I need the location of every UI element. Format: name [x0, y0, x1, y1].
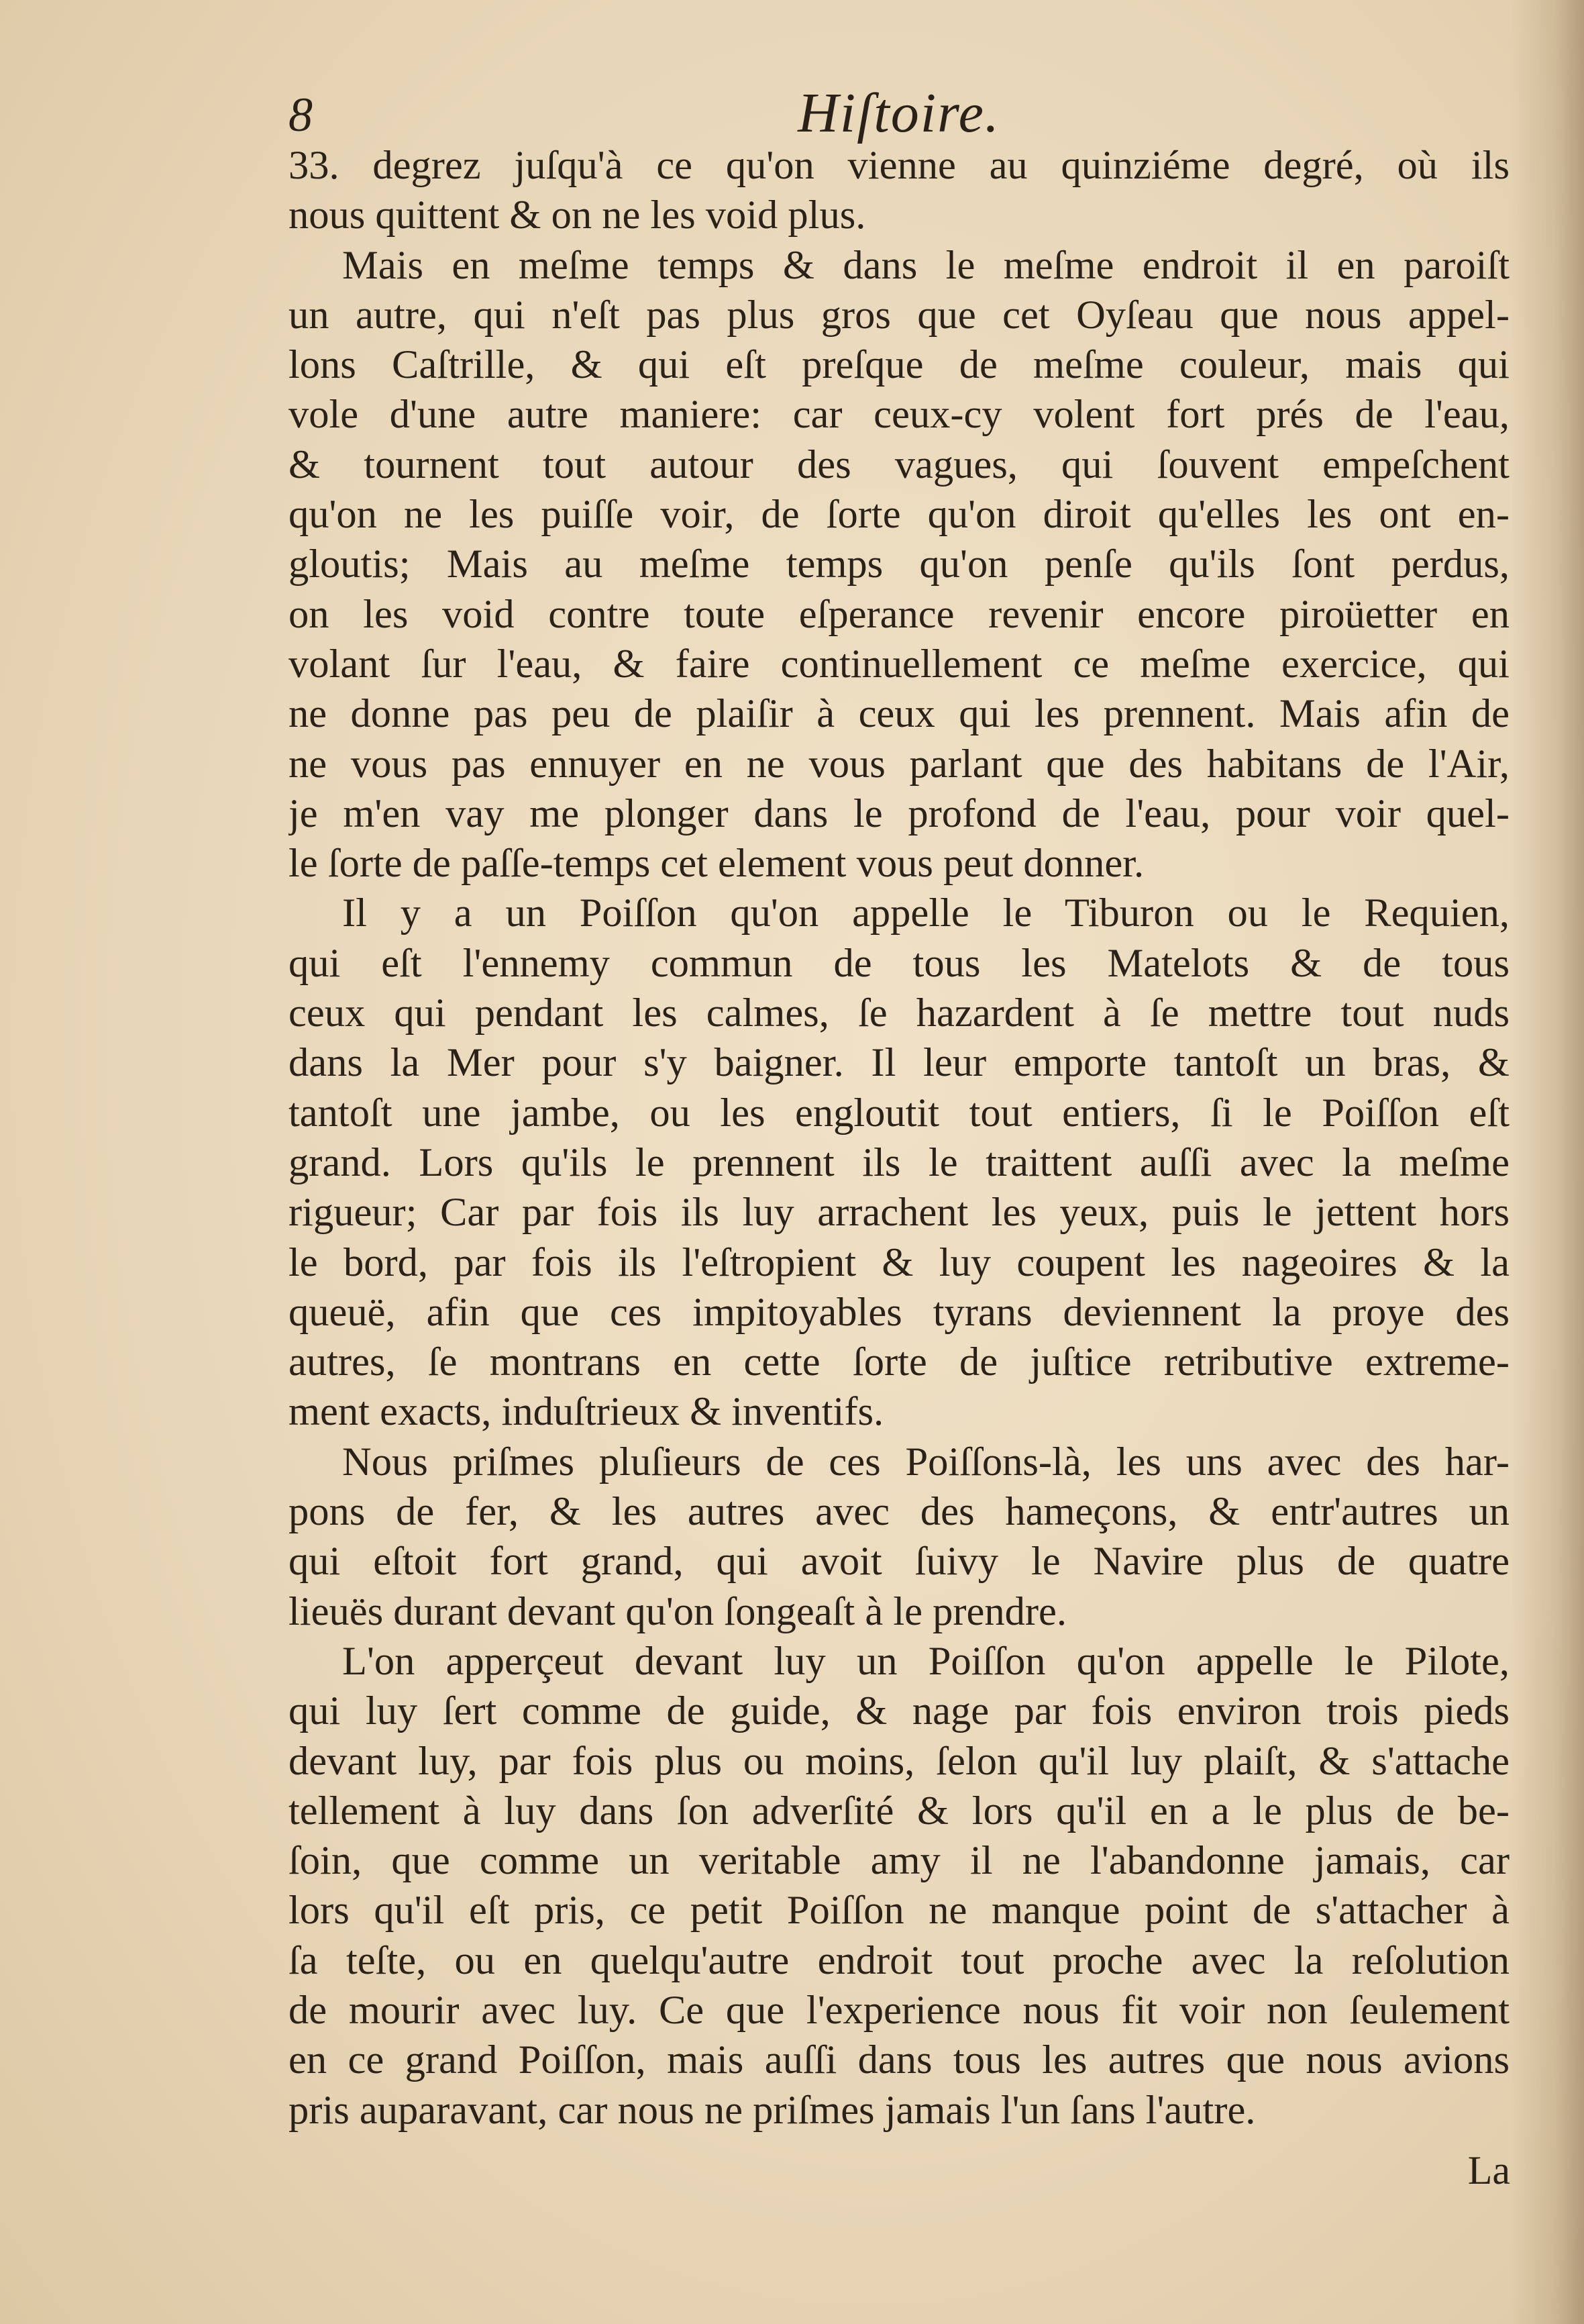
page-number: 8	[288, 88, 313, 142]
text-line: devant luy, par fois plus ou moins, ſelon qu'il luy plaiſt, & s'attache	[288, 1738, 1510, 1784]
text-line: Mais en meſme temps & dans le meſme endroit il en paroiſt	[342, 242, 1510, 288]
text-line: lieuës durant devant qu'on ſongeaſt à le prendre.	[288, 1588, 1067, 1634]
text-line: autres, ſe montrans en cette ſorte de juſtice retributive extreme-	[288, 1340, 1510, 1385]
text-line: nous quittent & on ne les void plus.	[288, 193, 866, 238]
text-line: qui eſt l'ennemy commun de tous les Matelots & de tous	[288, 940, 1510, 986]
body-text	[288, 141, 1510, 2135]
text-line: de mourir avec luy. Ce que l'experience nous fit voir non ſeulement	[288, 1987, 1510, 2033]
text-line: 33. degrez juſqu'à ce qu'on vienne au quinziéme degré, où ils	[288, 143, 1510, 188]
text-line: ceux qui pendant les calmes, ſe hazardent à ſe mettre tout nuds	[288, 991, 1510, 1036]
text-line: vole d'une autre maniere: car ceux-cy volent fort prés de l'eau,	[288, 392, 1510, 438]
text-line: pris auparavant, car nous ne priſmes jamais l'un ſans l'autre.	[288, 2087, 1256, 2133]
text-line: lons Caſtrille, & qui eſt preſque de meſme couleur, mais qui	[288, 342, 1510, 388]
text-line: ne donne pas peu de plaiſir à ceux qui les prennent. Mais afin de	[288, 691, 1510, 737]
text-line: gloutis; Mais au meſme temps qu'on penſe qu'ils ſont perdus,	[288, 542, 1510, 587]
text-line: volant ſur l'eau, & faire continuellement ce meſme exercice, qui	[288, 641, 1510, 687]
text-line: ne vous pas ennuyer en ne vous parlant que des habitans de l'Air,	[288, 741, 1510, 787]
catchword: La	[1467, 2148, 1510, 2192]
text-line: qui eſtoit fort grand, qui avoit ſuivy le Navire plus de quatre	[288, 1539, 1510, 1584]
text-line: qu'on ne les puiſſe voir, de ſorte qu'on diroit qu'elles les ont en-	[288, 492, 1510, 538]
text-line: on les void contre toute eſperance revenir encore piroüetter en	[288, 591, 1510, 637]
page-gutter-shadow	[1510, 0, 1584, 2324]
text-line: en ce grand Poiſſon, mais auſſi dans tous les autres que nous avions	[288, 2037, 1510, 2083]
text-line: lors qu'il eſt pris, ce petit Poiſſon ne manque point de s'attacher à	[288, 1888, 1510, 1933]
text-line: tantoſt une jambe, ou les engloutit tout entiers, ſi le Poiſſon eſt	[288, 1090, 1510, 1135]
text-line: dans la Mer pour s'y baigner. Il leur emporte tantoſt un bras, &	[288, 1040, 1510, 1086]
text-line: le bord, par fois ils l'eſtropient & luy coupent les nageoires & la	[288, 1240, 1510, 1285]
text-line: ment exacts, induſtrieux & inventifs.	[288, 1389, 884, 1435]
running-title: Hiſtoire.	[798, 82, 1000, 144]
text-line: le ſorte de paſſe-temps cet element vous peut donner.	[288, 841, 1145, 887]
text-line: Il y a un Poiſſon qu'on appelle le Tiburon ou le Requien,	[342, 891, 1510, 936]
text-line: qui luy ſert comme de guide, & nage par fois environ trois pieds	[288, 1688, 1510, 1734]
text-line: je m'en vay me plonger dans le profond de l'eau, pour voir quel-	[288, 791, 1510, 836]
text-line: tellement à luy dans ſon adverſité & lors qu'il en a le plus de be-	[288, 1788, 1510, 1833]
text-line: un autre, qui n'eſt pas plus gros que cet Oyſeau que nous appel-	[288, 292, 1510, 338]
text-line: rigueur; Car par fois ils luy arrachent les yeux, puis le jettent hors	[288, 1190, 1510, 1235]
text-line: ſoin, que comme un veritable amy il ne l'abandonne jamais, car	[288, 1838, 1510, 1884]
text-line: pons de fer, & les autres avec des hameçons, & entr'autres un	[288, 1489, 1510, 1535]
text-line: & tournent tout autour des vagues, qui ſouvent empeſchent	[288, 442, 1510, 487]
text-line: L'on apperçeut devant luy un Poiſſon qu'on appelle le Pilote,	[342, 1638, 1510, 1684]
text-line: ſa teſte, ou en quelqu'autre endroit tout proche avec la reſolution	[288, 1937, 1510, 1983]
text-line: Nous priſmes pluſieurs de ces Poiſſons-là, les uns avec des har-	[342, 1439, 1510, 1484]
text-line: grand. Lors qu'ils le prennent ils le traittent auſſi avec la meſme	[288, 1140, 1510, 1185]
text-line: queuë, afin que ces impitoyables tyrans deviennent la proye des	[288, 1289, 1510, 1335]
